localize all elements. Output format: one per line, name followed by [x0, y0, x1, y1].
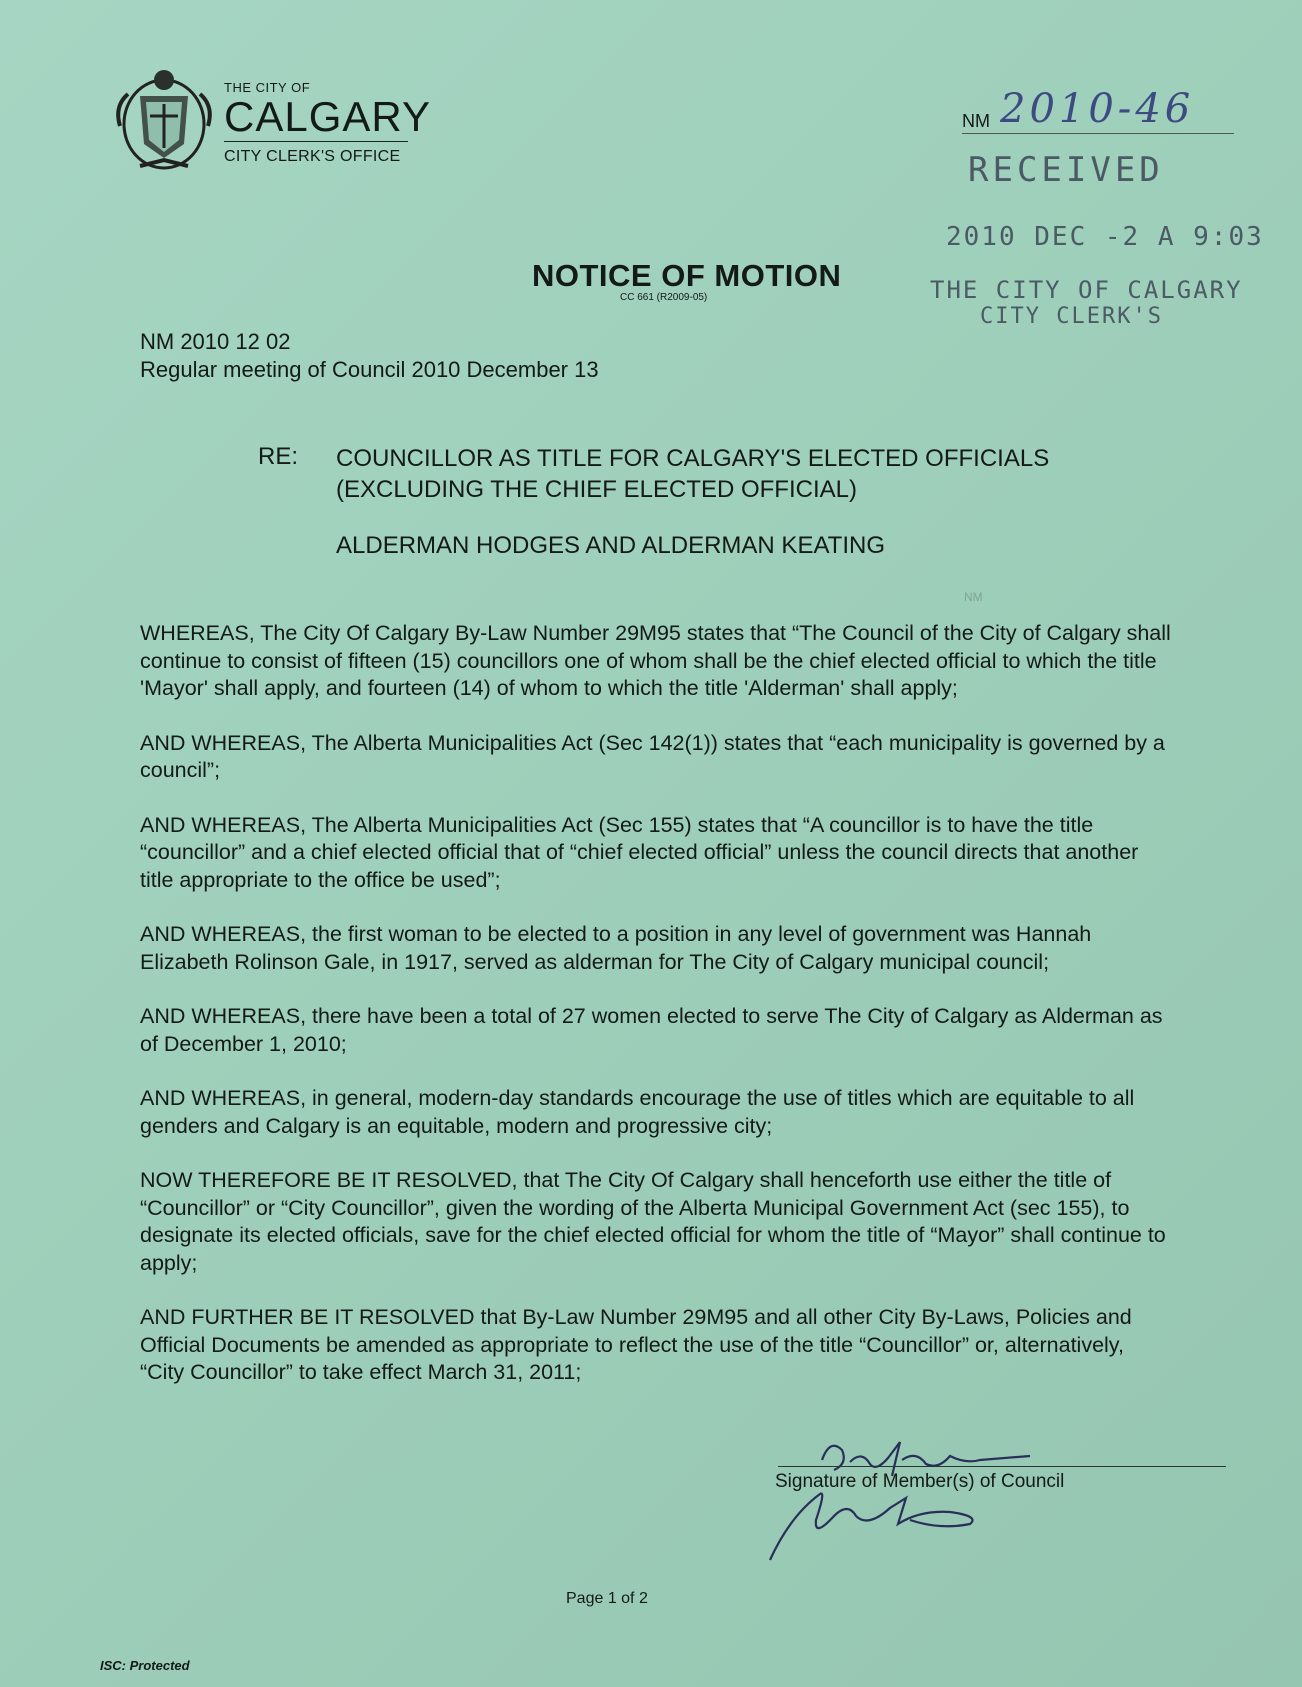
page-number: Page 1 of 2: [566, 1590, 648, 1607]
stamp-clerk: CITY CLERK'S: [980, 304, 1163, 329]
meeting-line: Regular meeting of Council 2010 December 13: [140, 357, 599, 382]
re-line-1: COUNCILLOR AS TITLE FOR CALGARY'S ELECTED OFFICIALS: [336, 445, 1050, 472]
logo-small-label: THE CITY OF: [224, 80, 311, 95]
handwritten-signatures: [730, 1420, 1070, 1580]
whereas-paragraph: AND WHEREAS, there have been a total of 27 women elected to serve The City of Calgary as Alderman as of December 1, 2010;: [140, 1004, 1163, 1056]
signature-label: Signature of Member(s) of Council: [775, 1471, 1065, 1492]
logo-big-label: CALGARY: [224, 93, 431, 140]
stamp-city: THE CITY OF CALGARY: [930, 276, 1243, 304]
faint-mark: NM: [964, 590, 983, 604]
received-stamp: RECEIVED: [968, 150, 1164, 190]
further-resolution-paragraph: AND FURTHER BE IT RESOLVED that By-Law Number 29M95 and all other City By-Laws, Policies and Official Documents be amended as appropriate to reflect the use of the title “Councillor” or, alternatively, “City Councillor” to take effect March 31, 2011;: [140, 1305, 1132, 1384]
city-crest-logo: [110, 66, 218, 176]
motion-body: [140, 620, 1172, 1414]
logo-wordmark: [224, 80, 431, 166]
re-line-2: (EXCLUDING THE CHIEF ELECTED OFFICIAL): [336, 476, 857, 503]
re-label: RE:: [258, 443, 299, 470]
whereas-paragraph: AND WHEREAS, The Alberta Municipalities Act (Sec 155) states that “A councillor is to have the title “councillor” and a chief elected official that of “chief elected official” unless the council directs that another title appropriate to the office be used”;: [140, 812, 1139, 892]
re-subject: [336, 443, 1196, 505]
document-title: NOTICE OF MOTION: [532, 258, 842, 293]
logo-divider: [224, 141, 408, 142]
resolution-paragraph: NOW THEREFORE BE IT RESOLVED, that The City Of Calgary shall henceforth use either the title of “Councillor” or “City Councillor”, given the wording of the Alberta Municipal Government Act (sec 155), to designate its elected officials, save for the chief elected official for whom the title of “Mayor” shall continue to apply;: [140, 1168, 1166, 1275]
nm-number: NM 2010 12 02: [140, 329, 291, 354]
motion-meta: [140, 328, 599, 384]
nm-label: NM: [962, 111, 990, 131]
whereas-paragraph: AND WHEREAS, in general, modern-day standards encourage the use of titles which are equitable to all genders and Calgary is an equitable, modern and progressive city;: [140, 1086, 1135, 1138]
logo-sub-label: CITY CLERK'S OFFICE: [224, 148, 401, 165]
nm-underline: [962, 133, 1234, 134]
received-date-stamp: 2010 DEC -2 A 9:03: [946, 222, 1264, 252]
whereas-paragraph: AND WHEREAS, the first woman to be elected to a position in any level of government was Hannah Elizabeth Rolinson Gale, in 1917, served as alderman for The City of Calgary municipal council;: [140, 922, 1092, 974]
classification-label: ISC: Protected: [100, 1658, 190, 1673]
whereas-paragraph: WHEREAS, The City Of Calgary By-Law Number 29M95 states that “The Council of the City of Calgary shall continue to consist of fifteen (15) councillors one of whom shall be the chief elected official to which the title 'Mayor' shall apply, and fourteen (14) of whom to which the title 'Alderman' shall apply;: [140, 621, 1171, 700]
signature-line: [778, 1466, 1226, 1467]
sponsors: ALDERMAN HODGES AND ALDERMAN KEATING: [336, 532, 885, 559]
form-code: CC 661 (R2009-05): [620, 292, 708, 303]
nm-handwritten-number: 2010-46: [1000, 86, 1195, 132]
whereas-paragraph: AND WHEREAS, The Alberta Municipalities Act (Sec 142(1)) states that “each municipality is governed by a council”;: [140, 730, 1165, 782]
